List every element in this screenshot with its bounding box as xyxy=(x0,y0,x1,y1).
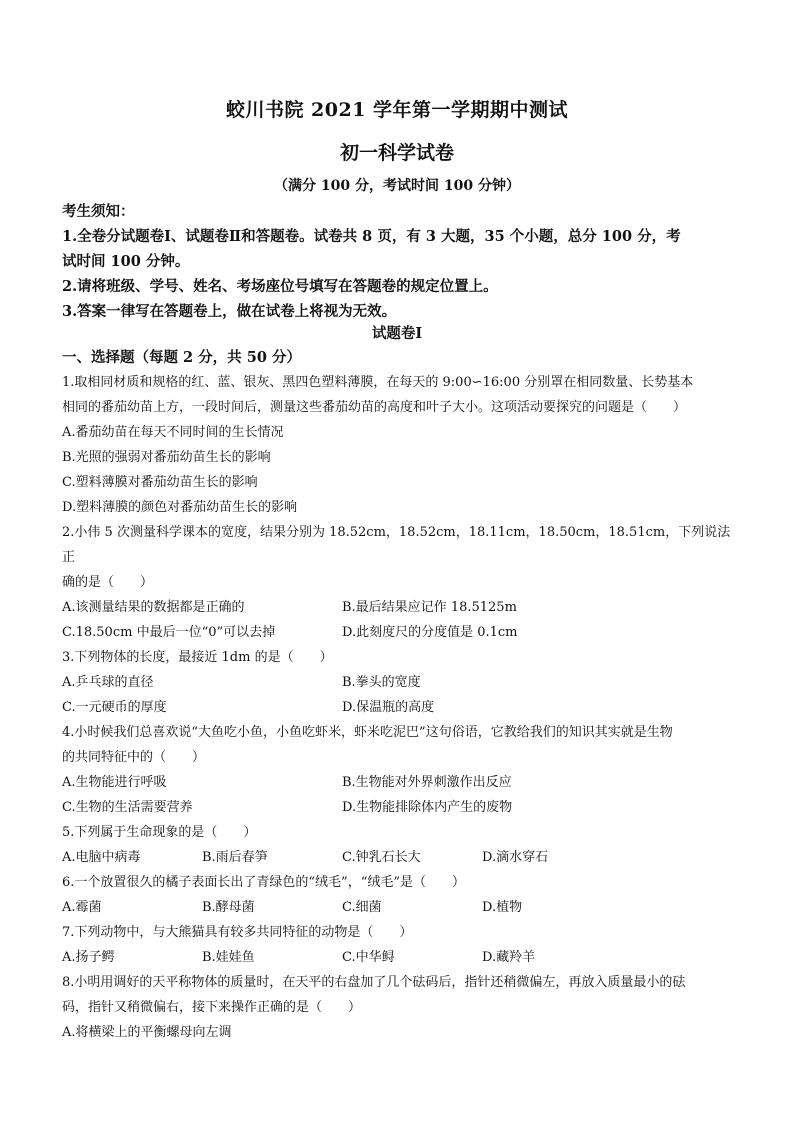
question-6-option-d: D.植物 xyxy=(482,900,523,915)
question-1-option-a: A.番茄幼苗在每天不同时间的生长情况 xyxy=(62,425,284,440)
question-4-option-c: C.生物的生活需要营养 xyxy=(62,800,193,815)
notice-heading: 考生须知： xyxy=(62,203,135,220)
question-7-option-b: B.娃娃鱼 xyxy=(202,950,255,965)
question-7-option-c: C.中华鲟 xyxy=(342,950,395,965)
question-6-option-c: C.细菌 xyxy=(342,900,382,915)
question-2-option-c: C.18.50cm 中最后一位“0”可以去掉 xyxy=(62,625,276,640)
notice-item-2: 2.请将班级、学号、姓名、考场座位号填写在答题卷的规定位置上。 xyxy=(62,278,498,295)
part-heading: 一、选择题（每题 2 分，共 50 分） xyxy=(62,349,301,366)
question-3-options-row-1 xyxy=(62,670,734,695)
question-8-line-1: 8.小明用调好的天平称物体的质量时，在天平的右盘加了几个砝码后，指针还稍微偏左，再放入质量最小的砝 xyxy=(62,975,686,990)
question-5-option-d: D.滴水穿石 xyxy=(482,850,549,865)
question-7-line-1: 7.下列动物中，与大熊猫具有较多共同特征的动物是（ ） xyxy=(62,925,413,940)
question-5-options xyxy=(62,845,734,870)
question-5-option-b: B.雨后春笋 xyxy=(202,850,268,865)
question-list xyxy=(62,370,734,1045)
question-4-line-2: 的共同特征中的（ ） xyxy=(62,750,206,765)
question-2-option-b: B.最后结果应记作 18.5125m xyxy=(342,600,517,615)
question-2-option-d: D.此刻度尺的分度值是 0.1cm xyxy=(342,625,518,640)
question-7-option-d: D.藏羚羊 xyxy=(482,950,536,965)
question-2-option-a: A.该测量结果的数据都是正确的 xyxy=(62,600,245,615)
notice-item-1b: 试时间 100 分钟。 xyxy=(62,253,190,270)
candidate-notice xyxy=(62,199,734,324)
question-1-option-b: B.光照的强弱对番茄幼苗生长的影响 xyxy=(62,450,271,465)
question-4-options-row-1 xyxy=(62,770,734,795)
question-1-option-d: D.塑料薄膜的颜色对番茄幼苗生长的影响 xyxy=(62,500,298,515)
question-2-line-2: 确的是（ ） xyxy=(62,575,154,590)
question-1-option-c: C.塑料薄膜对番茄幼苗生长的影响 xyxy=(62,475,258,490)
question-3-option-b: B.拳头的宽度 xyxy=(342,675,421,690)
exam-score-time-note: （满分 100 分，考试时间 100 分钟） xyxy=(274,178,520,194)
question-5-option-c: C.钟乳石长大 xyxy=(342,850,421,865)
exam-title: 蛟川书院 2021 学年第一学期期中测试 xyxy=(225,99,569,121)
question-4-line-1: 4.小时候我们总喜欢说“大鱼吃小鱼，小鱼吃虾米，虾米吃泥巴”这句俗语，它教给我们的知识其实就是生物 xyxy=(62,725,673,740)
question-5-line-1: 5.下列属于生命现象的是（ ） xyxy=(62,825,257,840)
question-5-option-a: A.电脑中病毒 xyxy=(62,850,141,865)
question-3-option-c: C.一元硬币的厚度 xyxy=(62,700,167,715)
question-1-line-2: 相同的番茄幼苗上方，一段时间后，测量这些番茄幼苗的高度和叶子大小。这项活动要探究的问题是（ ） xyxy=(62,400,687,415)
question-3-line-1: 3.下列物体的长度，最接近 1dm 的是（ ） xyxy=(62,650,333,665)
question-8-line-2: 码，指针又稍微偏右，接下来操作正确的是（ ） xyxy=(62,1000,362,1015)
notice-item-3: 3.答案一律写在答题卷上，做在试卷上将视为无效。 xyxy=(62,303,397,320)
question-6-option-b: B.酵母菌 xyxy=(202,900,255,915)
question-7-option-a: A.扬子鳄 xyxy=(62,950,115,965)
question-4-option-b: B.生物能对外界刺激作出反应 xyxy=(342,775,512,790)
question-6-option-a: A.霉菌 xyxy=(62,900,102,915)
question-3-options-row-2 xyxy=(62,695,734,720)
question-6-line-1: 6.一个放置很久的橘子表面长出了青绿色的“绒毛”，“绒毛”是（ ） xyxy=(62,875,465,890)
notice-item-1a: 1.全卷分试题卷Ⅰ、试题卷Ⅱ和答题卷。试卷共 8 页，有 3 大题，35 个小题，总分 100 分，考 xyxy=(62,228,681,245)
question-4-option-a: A.生物能进行呼吸 xyxy=(62,775,167,790)
question-2-line-1: 2.小伟 5 次测量科学课本的宽度，结果分别为 18.52cm，18.52cm，18.11cm，18.50cm，18.51cm，下列说法正 xyxy=(62,525,731,565)
question-4-option-d: D.生物能排除体内产生的废物 xyxy=(342,800,513,815)
question-2-options-row-1 xyxy=(62,595,734,620)
question-1-line-1: 1.取相同材质和规格的红、蓝、银灰、黑四色塑料薄膜，在每天的 9:00∽16:00 分别罩在相同数量、长势基本 xyxy=(62,375,694,390)
question-6-options xyxy=(62,895,734,920)
question-8-option-a: A.将横梁上的平衡螺母向左调 xyxy=(62,1025,232,1040)
question-3-option-d: D.保温瓶的高度 xyxy=(342,700,435,715)
question-4-options-row-2 xyxy=(62,795,734,820)
exam-subtitle: 初一科学试卷 xyxy=(339,142,454,164)
section-title: 试题卷Ⅰ xyxy=(371,325,423,342)
question-2-options-row-2 xyxy=(62,620,734,645)
question-7-options xyxy=(62,945,734,970)
question-3-option-a: A.乒乓球的直径 xyxy=(62,675,154,690)
